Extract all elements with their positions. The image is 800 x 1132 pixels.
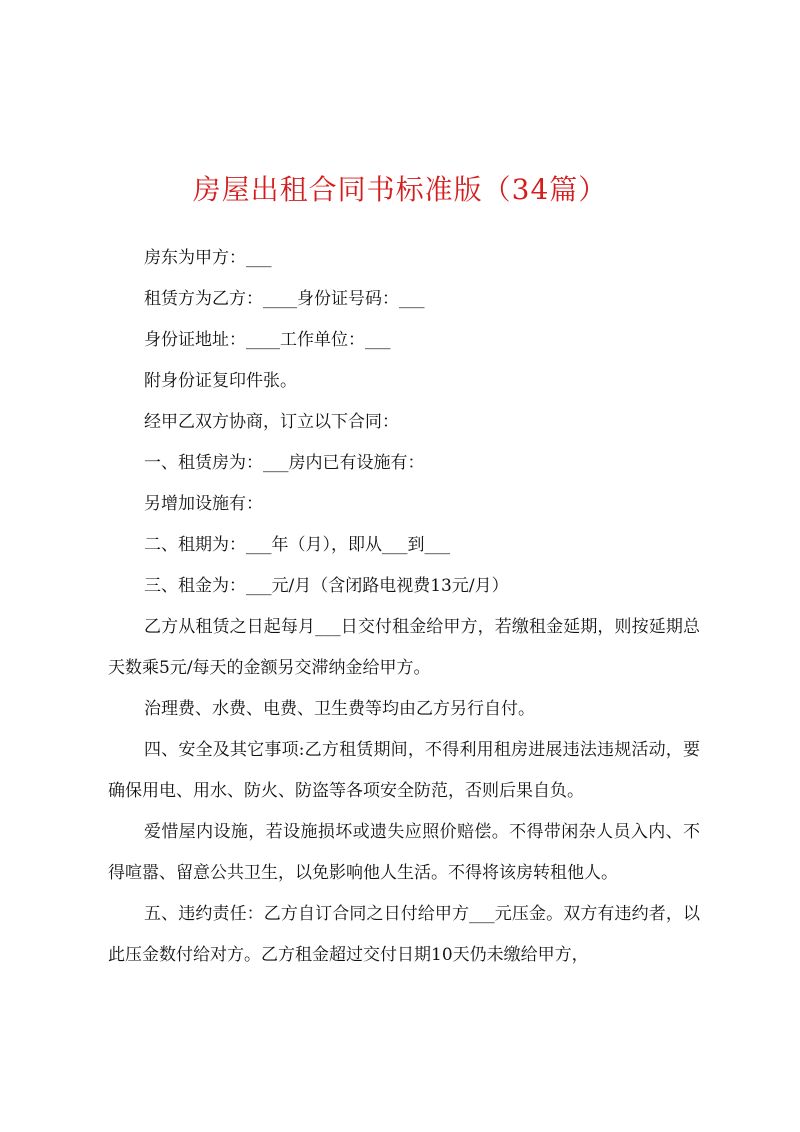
paragraph-rent-payment: 乙方从租赁之日起每月___日交付租金给甲方，若缴租金延期，则按延期总天数乘5元/每天的金额另交滞纳金给甲方。 — [108, 617, 700, 678]
paragraph-tenant: 租赁方为乙方：____身份证号码：___ — [144, 289, 425, 309]
document-body — [108, 238, 700, 976]
paragraph-clause-4: 四、安全及其它事项:乙方租赁期间，不得利用租房进展违法违规活动，要确保用电、用水、防火、防盗等各项安全防范，否则后果自负。 — [108, 740, 700, 801]
paragraph-id-address: 身份证地址：____工作单位：___ — [144, 330, 391, 350]
paragraph-agreement-intro: 经甲乙双方协商，订立以下合同： — [144, 412, 399, 432]
paragraph-fees: 治理费、水费、电费、卫生费等均由乙方另行自付。 — [144, 699, 535, 719]
paragraph-extra-facilities: 另增加设施有： — [144, 494, 263, 514]
paragraph-clause-2: 二、租期为：___年（月），即从___到___ — [144, 535, 450, 555]
paragraph-clause-3: 三、租金为：___元/月（含闭路电视费13元/月） — [144, 576, 509, 596]
paragraph-clause-1: 一、租赁房为：___房内已有设施有： — [144, 453, 425, 473]
paragraph-landlord: 房东为甲方：___ — [144, 248, 272, 268]
paragraph-clause-5: 五、违约责任：乙方自订合同之日付给甲方___元压金。双方有违约者，以此压金数付给对方。乙方租金超过交付日期10天仍未缴给甲方， — [108, 904, 700, 965]
paragraph-id-copy: 附身份证复印件张。 — [144, 371, 297, 391]
paragraph-care: 爱惜屋内设施，若设施损坏或遗失应照价赔偿。不得带闲杂人员入内、不得喧嚣、留意公共卫生，以免影响他人生活。不得将该房转租他人。 — [108, 822, 700, 883]
document-title: 房屋出租合同书标准版（34篇） — [192, 173, 608, 206]
